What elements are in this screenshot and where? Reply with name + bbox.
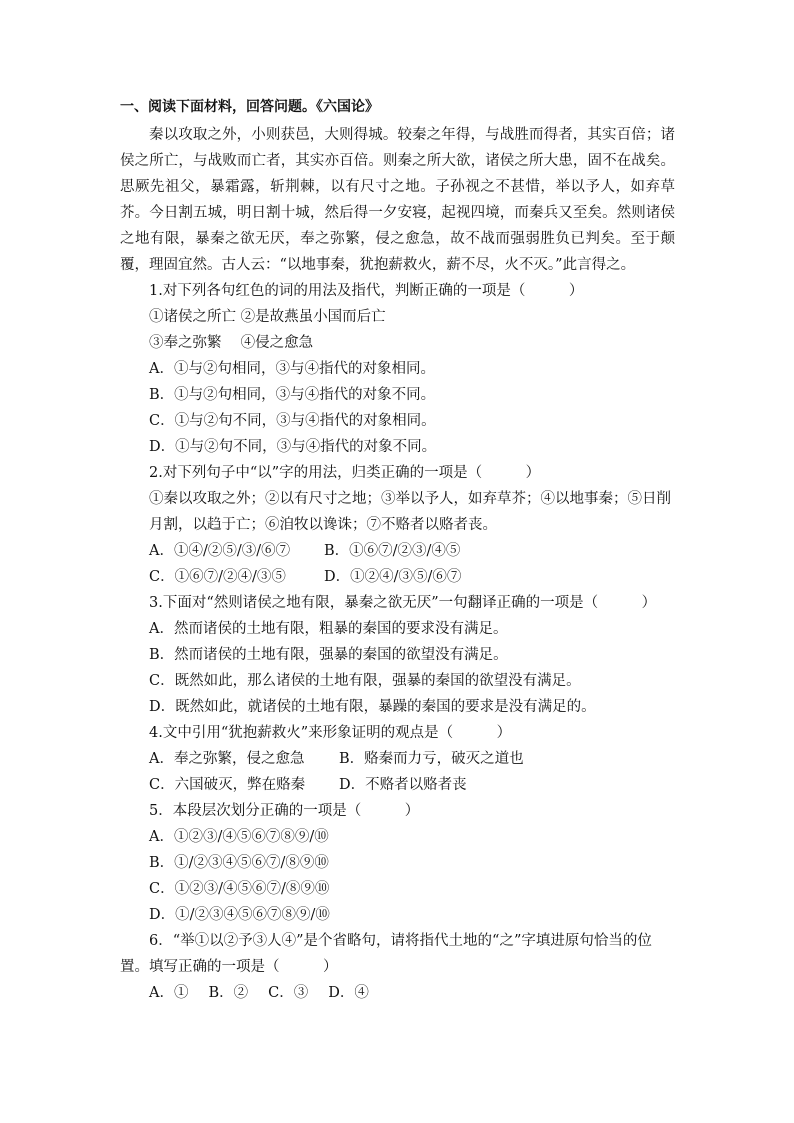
reading-passage bbox=[120, 122, 675, 278]
question-3-option-d[interactable]: D．既然如此，就诸侯的土地有限，暴躁的秦国的要求是没有满足的。 bbox=[149, 699, 596, 715]
passage-text: 秦以攻取之外，小则获邑，大则得城。较秦之年得，与战胜而得者，其实百倍；诸侯之所亡，与战败而亡者，其实亦百倍。则秦之所大欲，诸侯之所大患，固不在战矣。思厥先祖父，暴霜露，斩荆棘，以有尺寸之地。子孙视之不甚惜，举以予人，如弃草芥。今日割五城，明日割十城，然后得一夕安寝，起视四境，而秦兵又至矣。然则诸侯之地有限，暴秦之欲无厌，奉之弥繁，侵之愈急，故不战而强弱胜负已判矣。至于颠覆，理固宜然。古人云：“以地事秦，犹抱薪救火，薪不尽，火不灭。”此言得之。 bbox=[120, 127, 675, 273]
question-1-items: ③奉之弥繁 ④侵之愈急 bbox=[149, 335, 314, 351]
question-6-options-row bbox=[120, 980, 680, 1006]
question-4-option-d[interactable]: D．不赂者以赂者丧 bbox=[339, 777, 467, 793]
question-4-stem: 4.文中引用“犹抱薪救火”来形象证明的观点是（ ） bbox=[149, 725, 512, 741]
question-5-option-b[interactable]: B．①/②③④⑤⑥⑦/⑧⑨⑩ bbox=[149, 855, 329, 871]
question-1-option-a[interactable]: A．①与②句相同，③与④指代的对象相同。 bbox=[149, 361, 435, 377]
question-2-option-a[interactable]: A．①④/②⑤/③/⑥⑦ bbox=[149, 543, 291, 559]
question-3-stem: 3.下面对“然则诸侯之地有限，暴秦之欲无厌”一句翻译正确的一项是（ ） bbox=[149, 595, 657, 611]
question-4-option-c[interactable]: C．六国破灭，弊在赂秦 bbox=[149, 777, 306, 793]
question-5-option-d[interactable]: D．①/②③④⑤⑥⑦⑧⑨/⑩ bbox=[149, 907, 330, 923]
question-6-stem: 6．“举①以②予③人④”是个省略句，请将指代土地的“之”字填进原句恰当的位置。填写正确的一项是（ ） bbox=[120, 933, 652, 975]
question-1-option-d[interactable]: D．①与②句不同，③与④指代的对象不同。 bbox=[149, 439, 437, 455]
question-2-options-row-2 bbox=[120, 564, 680, 590]
question-4-option-b[interactable]: B．赂秦而力亏，破灭之道也 bbox=[339, 751, 524, 767]
question-list bbox=[120, 278, 680, 1006]
question-1-stem: 1.对下列各句红色的词的用法及指代，判断正确的一项是（ ） bbox=[149, 283, 584, 299]
question-2-items: ①秦以攻取之外；②以有尺寸之地；③举以予人，如弃草芥；④以地事秦；⑤日削月割，以趋于亡；⑥洎牧以谗诛；⑦不赂者以赂者丧。 bbox=[149, 491, 671, 533]
question-5-stem: 5．本段层次划分正确的一项是（ ） bbox=[149, 803, 420, 819]
question-1-items: ①诸侯之所亡 ②是故燕虽小国而后亡 bbox=[149, 309, 386, 325]
question-1-option-c[interactable]: C．①与②句不同，③与④指代的对象相同。 bbox=[149, 413, 436, 429]
question-2-option-b[interactable]: B．①⑥⑦/②③/④⑤ bbox=[324, 543, 461, 559]
question-6-option-c[interactable]: C．③ bbox=[268, 985, 309, 1001]
question-3-option-b[interactable]: B．然而诸侯的土地有限，强暴的秦国的欲望没有满足。 bbox=[149, 647, 508, 663]
question-6-option-b[interactable]: B．② bbox=[208, 985, 249, 1001]
question-5-option-c[interactable]: C．①②③/④⑤⑥⑦/⑧⑨⑩ bbox=[149, 881, 330, 897]
question-3-option-c[interactable]: C．既然如此，那么诸侯的土地有限，强暴的秦国的欲望没有满足。 bbox=[149, 673, 581, 689]
section-heading: 一、阅读下面材料，回答问题。《六国论》 bbox=[120, 99, 379, 115]
question-4-option-a[interactable]: A．奉之弥繁，侵之愈急 bbox=[149, 751, 305, 767]
question-1-option-b[interactable]: B．①与②句相同，③与④指代的对象不同。 bbox=[149, 387, 436, 403]
question-5-option-a[interactable]: A．①②③/④⑤⑥⑦⑧⑨/⑩ bbox=[149, 829, 329, 845]
question-6-option-a[interactable]: A．① bbox=[149, 985, 189, 1001]
question-3-option-a[interactable]: A．然而诸侯的土地有限，粗暴的秦国的要求没有满足。 bbox=[149, 621, 508, 637]
question-2-options-row-1 bbox=[120, 538, 680, 564]
question-4-options-row-2 bbox=[120, 772, 680, 798]
question-2-option-d[interactable]: D．①②④/③⑤/⑥⑦ bbox=[324, 569, 462, 585]
question-2-stem: 2.对下列句子中“以”字的用法，归类正确的一项是（ ） bbox=[149, 465, 541, 481]
question-6-option-d[interactable]: D．④ bbox=[328, 985, 369, 1001]
question-2-option-c[interactable]: C．①⑥⑦/②④/③⑤ bbox=[149, 569, 286, 585]
question-4-options-row-1 bbox=[120, 746, 680, 772]
